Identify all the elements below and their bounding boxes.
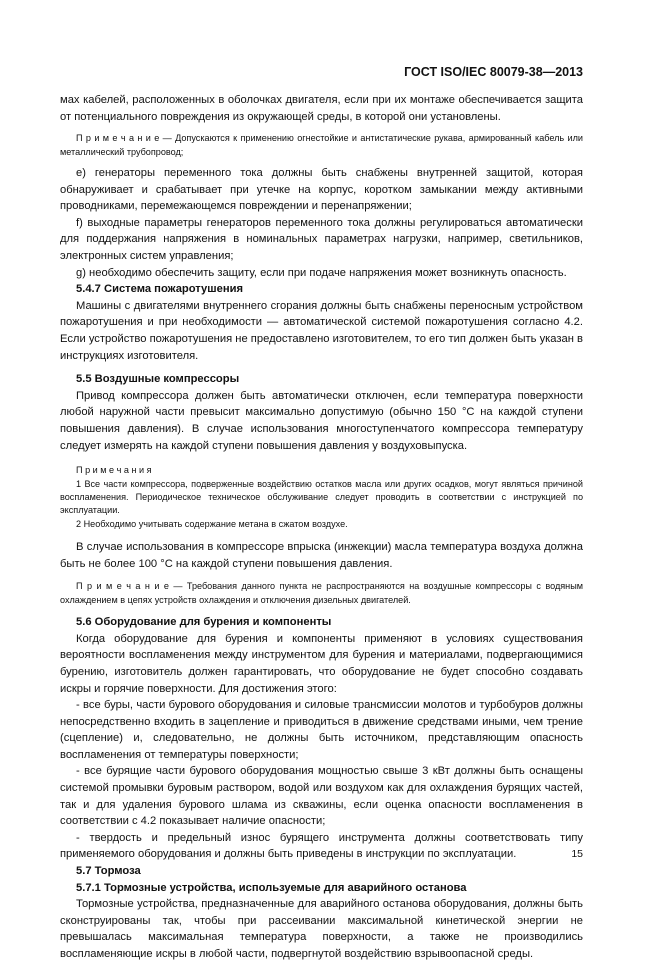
section-5-4-7-title: 5.4.7 Система пожаротушения [76, 283, 243, 296]
intro-paragraph: мах кабелей, расположенных в оболочках двигателя, если при их монтаже обеспечивается защита от потенциального повреждения из окружающей среды, в которой они установлены. [60, 94, 583, 123]
bullet-3: - твердость и предельный износ бурящего инструмента должны соответствовать типу применяемого оборудования и должны быть приведены в инструкции по эксплуатации. [60, 831, 583, 861]
note-2: 2 Необходимо учитывать содержание метана в сжатом воздухе. [76, 518, 348, 529]
note-3-text: — Требования данного пункта не распространяются на воздушные компрессоры с водяным охлаждением в цепях устройств охлаждения и отключения дизельных двигателей. [60, 581, 583, 605]
page-content [60, 92, 583, 963]
section-5-5-title: 5.5 Воздушные компрессоры [76, 373, 240, 386]
document-code-header: ГОСТ ISO/IEC 80079-38—2013 [404, 65, 583, 79]
bullet-1: - все буры, части бурового оборудования и силовые трансмиссии молотов и турбобуров должны непосредственно входить в зацепление и приводиться в движение средствами иными, чем трение (сцепление) и, следовательно, не должны быть источником, представляющим опасность воспламенения от температуры поверхности; [60, 699, 583, 761]
note-3 [60, 580, 583, 607]
section-5-6-title: 5.6 Оборудование для бурения и компоненты [76, 616, 332, 629]
note-1: 1 Все части компрессора, подверженные воздействию остатков масла или других осадков, могут являться причиной воспламенения. Периодическое техническое обслуживание следует проводить в соответствии с инструкцией по эксплуатации. [60, 478, 583, 516]
note-text: — Допускаются к применению огнестойкие и антистатические рукава, армированный кабель или металлический трубопровод; [60, 133, 583, 157]
notes-label: П р и м е ч а н и я [76, 465, 152, 476]
bullet-2: - все бурящие части бурового оборудования мощностью свыше 3 кВт должны быть оснащены системой промывки буровым раствором, водой или воздухом как для охлаждения бурящих частей, так и для удаления бурового шлама из скважины, если оценка опасности воспламенения в соответствии с 4.2 показывает наличие опасности; [60, 765, 583, 828]
section-5-7-title: 5.7 Тормоза [76, 865, 141, 878]
section-5-6-text: Когда оборудование для бурения и компоненты применяют в условиях существования вероятности воспламенения между инструментом для бурения и материалами, подвергающимися бурению, изготовитель должен гарантировать, что оборудование не будет способно создавать искры и горячие поверхности. Для достижения этого: [60, 632, 583, 695]
page-number: 15 [571, 848, 583, 860]
section-5-5-text: Привод компрессора должен быть автоматически отключен, если температура поверхности любой наружной части превысит максимально допустимую (обычно 150 °С на каждой ступени повышения давления). В случае использования многоступенчатого компрессора температуру следует измерять на каждой ступени повышения давления у воздуховыпуска. [60, 389, 583, 452]
section-5-4-7-text: Машины с двигателями внутреннего сгорания должны быть снабжены переносным устройством пожаротушения и при необходимости — автоматической системой пожаротушения согласно 4.2. Если устройство пожаротушения не предоставлено изготовителем, то его тип должен быть указан в инструкциях изготовителя. [60, 299, 583, 362]
section-5-7-1-text: Тормозные устройства, предназначенные для аварийного останова оборудования, должны быть сконструированы так, чтобы при рассеивании максимальной кинетической энергии не превышалась максимальная температура поверхности, а также не производились воспламеняющие искры в любой части, подвергнутой воздействию взрывоопасной среды. [60, 898, 583, 960]
list-item-f: f) выходные параметры генераторов переменного тока должны регулироваться автоматически для поддержания напряжения в номинальных параметрах нагрузки, например, светильников, электронных систем управления; [60, 216, 583, 262]
list-item-e: e) генераторы переменного тока должны быть снабжены внутренней защитой, которая обнаруживает и срабатывает при утечке на корпус, коротком замыкании между активными проводниками, перемежающемся повреждении и перенапряжении; [60, 167, 583, 213]
note-label: П р и м е ч а н и е [76, 133, 160, 144]
section-5-5-text-2: В случае использования в компрессоре впрыска (инжекции) масла температура воздуха должна быть не более 100 °С на каждой ступени повышения давления. [60, 541, 583, 570]
note-3-label: П р и м е ч а н и е [76, 581, 169, 592]
section-5-7-1-title: 5.7.1 Тормозные устройства, используемые для аварийного останова [76, 881, 467, 894]
note-paragraph [60, 132, 583, 159]
list-item-g: g) необходимо обеспечить защиту, если при подаче напряжения может возникнуть опасность. [76, 266, 567, 279]
